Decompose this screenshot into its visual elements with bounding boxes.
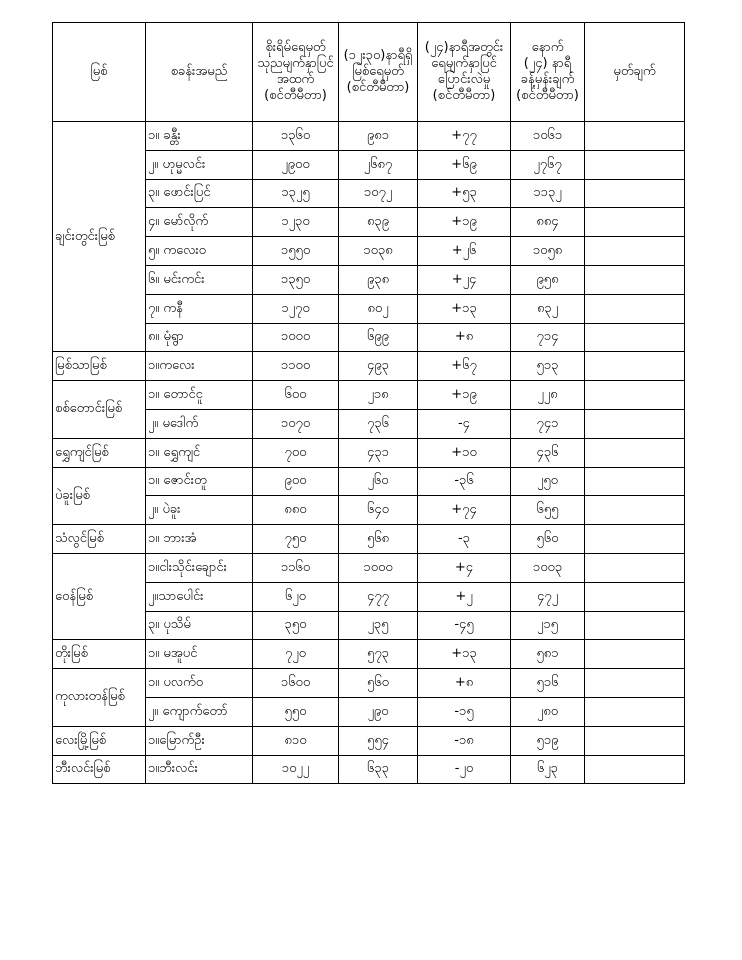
- current-level-cell: ၆၄၀: [339, 496, 418, 525]
- table-row: [53, 179, 685, 208]
- river-name-cell: စစ်တောင်းမြစ်: [53, 381, 146, 439]
- forecast-cell: ၅၁၆: [511, 669, 585, 698]
- danger-level-cell: ၅၅၀: [253, 697, 339, 726]
- forecast-cell: ၅၆၀: [511, 525, 585, 554]
- remark-cell: [585, 150, 685, 179]
- change-cell: -၁၈: [418, 726, 511, 755]
- remark-cell: [585, 179, 685, 208]
- danger-level-cell: ၆၀၀: [253, 381, 339, 410]
- change-cell: -၂၀: [418, 755, 511, 784]
- station-name-cell: ၁။ကလေး: [146, 352, 253, 381]
- current-level-cell: ၂၉၀: [339, 697, 418, 726]
- current-level-cell: ၂၁၈: [339, 381, 418, 410]
- table-row: [53, 438, 685, 467]
- change-cell: +၁၉: [418, 381, 511, 410]
- remark-cell: [585, 237, 685, 266]
- header-danger-level: စိုးရိမ်ရေမှတ် သုညမျက်နှာပြင် အထက် (စင်တီမီတာ): [253, 23, 339, 122]
- river-name-cell: လေးမြို့မြစ်: [53, 726, 146, 755]
- danger-level-cell: ၉၀၀: [253, 467, 339, 496]
- table-row: [53, 726, 685, 755]
- station-name-cell: ၄။ မော်လိုက်: [146, 208, 253, 237]
- station-name-cell: ၁။ ဇောင်းတူ: [146, 467, 253, 496]
- current-level-cell: ၂၆၀: [339, 467, 418, 496]
- change-cell: -၄၅: [418, 611, 511, 640]
- remark-cell: [585, 467, 685, 496]
- header-row: [53, 23, 685, 122]
- current-level-cell: ၄၉၃: [339, 352, 418, 381]
- river-name-cell: ရွှေကျင်မြစ်: [53, 438, 146, 467]
- danger-level-cell: ၁၃၂၅: [253, 179, 339, 208]
- danger-level-cell: ၈၁၀: [253, 726, 339, 755]
- current-level-cell: ၇၃၆: [339, 409, 418, 438]
- station-name-cell: ၂။ ပဲခူး: [146, 496, 253, 525]
- remark-cell: [585, 352, 685, 381]
- table-row: [53, 381, 685, 410]
- station-name-cell: ၁။ မအူပင်: [146, 640, 253, 669]
- remark-cell: [585, 409, 685, 438]
- current-level-cell: ၈၀၂: [339, 294, 418, 323]
- forecast-cell: ၁၁၃၂: [511, 179, 585, 208]
- station-name-cell: ၂။ ဟုမ္မလင်း: [146, 150, 253, 179]
- change-cell: +၇၄: [418, 496, 511, 525]
- current-level-cell: ၉၈၁: [339, 122, 418, 151]
- danger-level-cell: ၁၂၇၀: [253, 294, 339, 323]
- table-row: [53, 755, 685, 784]
- change-cell: +၂၆: [418, 237, 511, 266]
- station-name-cell: ၁။ငါးသိုင်းချောင်း: [146, 553, 253, 582]
- forecast-cell: ၉၅၈: [511, 265, 585, 294]
- river-name-cell: ကုလားတန်မြစ်: [53, 669, 146, 727]
- current-level-cell: ၄၃၁: [339, 438, 418, 467]
- header-river: မြစ်: [53, 23, 146, 122]
- table-row: [53, 122, 685, 151]
- remark-cell: [585, 697, 685, 726]
- danger-level-cell: ၇၀၀: [253, 438, 339, 467]
- remark-cell: [585, 611, 685, 640]
- remark-cell: [585, 755, 685, 784]
- danger-level-cell: ၁၀၂၂: [253, 755, 339, 784]
- change-cell: +၈: [418, 323, 511, 352]
- header-current-level: (၁၂း၃၀)နာရီရှိ မြစ်ရေမှတ် (စင်တီမီတာ): [339, 23, 418, 122]
- forecast-cell: ၄၃၆: [511, 438, 585, 467]
- table-row: [53, 582, 685, 611]
- station-name-cell: ၁။ဘီးလင်း: [146, 755, 253, 784]
- remark-cell: [585, 122, 685, 151]
- table-row: [53, 467, 685, 496]
- forecast-cell: ၁၀၅၈: [511, 237, 585, 266]
- change-cell: -၁၅: [418, 697, 511, 726]
- table-row: [53, 352, 685, 381]
- station-name-cell: ၃။ ဖောင်းပြင်: [146, 179, 253, 208]
- forecast-cell: ၅၁၃: [511, 352, 585, 381]
- change-cell: +၆၉: [418, 150, 511, 179]
- danger-level-cell: ၇၂၀: [253, 640, 339, 669]
- river-name-cell: ဝေန်မြစ်: [53, 553, 146, 639]
- table-body: [53, 122, 685, 784]
- remark-cell: [585, 294, 685, 323]
- river-name-cell: မြစ်သာမြစ်: [53, 352, 146, 381]
- danger-level-cell: ၁၅၅၀: [253, 237, 339, 266]
- remark-cell: [585, 265, 685, 294]
- station-name-cell: ၈။ မုံရွာ: [146, 323, 253, 352]
- current-level-cell: ၂၃၅: [339, 611, 418, 640]
- danger-level-cell: ၈၈၀: [253, 496, 339, 525]
- change-cell: +၂၄: [418, 265, 511, 294]
- river-name-cell: သံလွင်မြစ်: [53, 525, 146, 554]
- table-row: [53, 525, 685, 554]
- station-name-cell: ၁။ ဘားအံ: [146, 525, 253, 554]
- remark-cell: [585, 640, 685, 669]
- station-name-cell: ၇။ ကနီ: [146, 294, 253, 323]
- table-row: [53, 669, 685, 698]
- danger-level-cell: ၁၂၃၀: [253, 208, 339, 237]
- change-cell: +၄: [418, 553, 511, 582]
- current-level-cell: ၄၇၇: [339, 582, 418, 611]
- change-cell: -၄: [418, 409, 511, 438]
- danger-level-cell: ၃၅၀: [253, 611, 339, 640]
- change-cell: +၁၀: [418, 438, 511, 467]
- change-cell: -၃၆: [418, 467, 511, 496]
- station-name-cell: ၁။ ရွှေကျင်: [146, 438, 253, 467]
- station-name-cell: ၁။မြောက်ဦး: [146, 726, 253, 755]
- danger-level-cell: ၁၃၆၀: [253, 122, 339, 151]
- station-name-cell: ၂။ မဒေါက်: [146, 409, 253, 438]
- danger-level-cell: ၂၉၀၀: [253, 150, 339, 179]
- current-level-cell: ၅၅၄: [339, 726, 418, 755]
- table-row: [53, 294, 685, 323]
- table-row: [53, 323, 685, 352]
- table-row: [53, 150, 685, 179]
- change-cell: +၁၉: [418, 208, 511, 237]
- table-row: [53, 553, 685, 582]
- danger-level-cell: ၁၁၆၀: [253, 553, 339, 582]
- current-level-cell: ၅၆၈: [339, 525, 418, 554]
- station-name-cell: ၂။ ကျောက်တော်: [146, 697, 253, 726]
- river-name-cell: ဘီးလင်းမြစ်: [53, 755, 146, 784]
- forecast-cell: ၂၇၆၇: [511, 150, 585, 179]
- current-level-cell: ၁၀၃၈: [339, 237, 418, 266]
- forecast-cell: ၈၃၂: [511, 294, 585, 323]
- current-level-cell: ၁၀၀၀: [339, 553, 418, 582]
- remark-cell: [585, 381, 685, 410]
- current-level-cell: ၉၃၈: [339, 265, 418, 294]
- change-cell: +၆၇: [418, 352, 511, 381]
- river-water-level-table: [52, 22, 685, 784]
- station-name-cell: ၁။ ခန္တီး: [146, 122, 253, 151]
- table-row: [53, 611, 685, 640]
- river-name-cell: ပဲခူးမြစ်: [53, 467, 146, 525]
- danger-level-cell: ၁၆၀၀: [253, 669, 339, 698]
- forecast-cell: ၇၄၁: [511, 409, 585, 438]
- danger-level-cell: ၇၅၀: [253, 525, 339, 554]
- forecast-cell: ၁၀၀၃: [511, 553, 585, 582]
- remark-cell: [585, 496, 685, 525]
- station-name-cell: ၁။ တောင်ငူ: [146, 381, 253, 410]
- remark-cell: [585, 525, 685, 554]
- header-24h-change: (၂၄)နာရီအတွင်း ရေမျက်နှာပြင် ပြောင်းလဲမှု (စင်တီမီတာ): [418, 23, 511, 122]
- change-cell: +၁၃: [418, 640, 511, 669]
- remark-cell: [585, 669, 685, 698]
- forecast-cell: ၆၅၅: [511, 496, 585, 525]
- station-name-cell: ၅။ ကလေးဝ: [146, 237, 253, 266]
- forecast-cell: ၆၂၃: [511, 755, 585, 784]
- change-cell: +၅၃: [418, 179, 511, 208]
- table-row: [53, 208, 685, 237]
- danger-level-cell: ၁၃၅၀: [253, 265, 339, 294]
- forecast-cell: ၇၁၄: [511, 323, 585, 352]
- change-cell: +၂: [418, 582, 511, 611]
- header-station: စခန်းအမည်: [146, 23, 253, 122]
- header-forecast: နောက် (၂၄) နာရီ ခန့်မှန်းချက် (စင်တီမီတာ): [511, 23, 585, 122]
- forecast-cell: ၈၈၄: [511, 208, 585, 237]
- remark-cell: [585, 208, 685, 237]
- remark-cell: [585, 323, 685, 352]
- table-row: [53, 496, 685, 525]
- table-row: [53, 697, 685, 726]
- change-cell: -၃: [418, 525, 511, 554]
- current-level-cell: ၅၇၃: [339, 640, 418, 669]
- current-level-cell: ၂၆၈၇: [339, 150, 418, 179]
- forecast-cell: ၂၅၀: [511, 467, 585, 496]
- table-row: [53, 265, 685, 294]
- remark-cell: [585, 438, 685, 467]
- remark-cell: [585, 582, 685, 611]
- current-level-cell: ၆၉၉: [339, 323, 418, 352]
- station-name-cell: ၃။ ပုသိမ်: [146, 611, 253, 640]
- forecast-cell: ၂၁၅: [511, 611, 585, 640]
- header-remark: မှတ်ချက်: [585, 23, 685, 122]
- forecast-cell: ၁၀၆၁: [511, 122, 585, 151]
- table-row: [53, 237, 685, 266]
- river-name-cell: တိုးမြစ်: [53, 640, 146, 669]
- river-name-cell: ချင်းတွင်းမြစ်: [53, 122, 146, 352]
- forecast-cell: ၄၇၂: [511, 582, 585, 611]
- station-name-cell: ၁။ ပလက်ဝ: [146, 669, 253, 698]
- station-name-cell: ၂။သာပေါင်း: [146, 582, 253, 611]
- danger-level-cell: ၁၀၇၀: [253, 409, 339, 438]
- current-level-cell: ၈၃၉: [339, 208, 418, 237]
- danger-level-cell: ၁၀၀၀: [253, 323, 339, 352]
- remark-cell: [585, 553, 685, 582]
- change-cell: +၈: [418, 669, 511, 698]
- forecast-cell: ၅၈၁: [511, 640, 585, 669]
- forecast-cell: ၅၁၉: [511, 726, 585, 755]
- forecast-cell: ၂၂၈: [511, 381, 585, 410]
- current-level-cell: ၁၀၇၂: [339, 179, 418, 208]
- station-name-cell: ၆။ မင်းကင်း: [146, 265, 253, 294]
- danger-level-cell: ၁၁၀၀: [253, 352, 339, 381]
- current-level-cell: ၅၆၀: [339, 669, 418, 698]
- change-cell: +၁၃: [418, 294, 511, 323]
- danger-level-cell: ၆၂၀: [253, 582, 339, 611]
- remark-cell: [585, 726, 685, 755]
- change-cell: +၇၇: [418, 122, 511, 151]
- table-row: [53, 640, 685, 669]
- forecast-cell: ၂၈၀: [511, 697, 585, 726]
- current-level-cell: ၆၃၃: [339, 755, 418, 784]
- table-row: [53, 409, 685, 438]
